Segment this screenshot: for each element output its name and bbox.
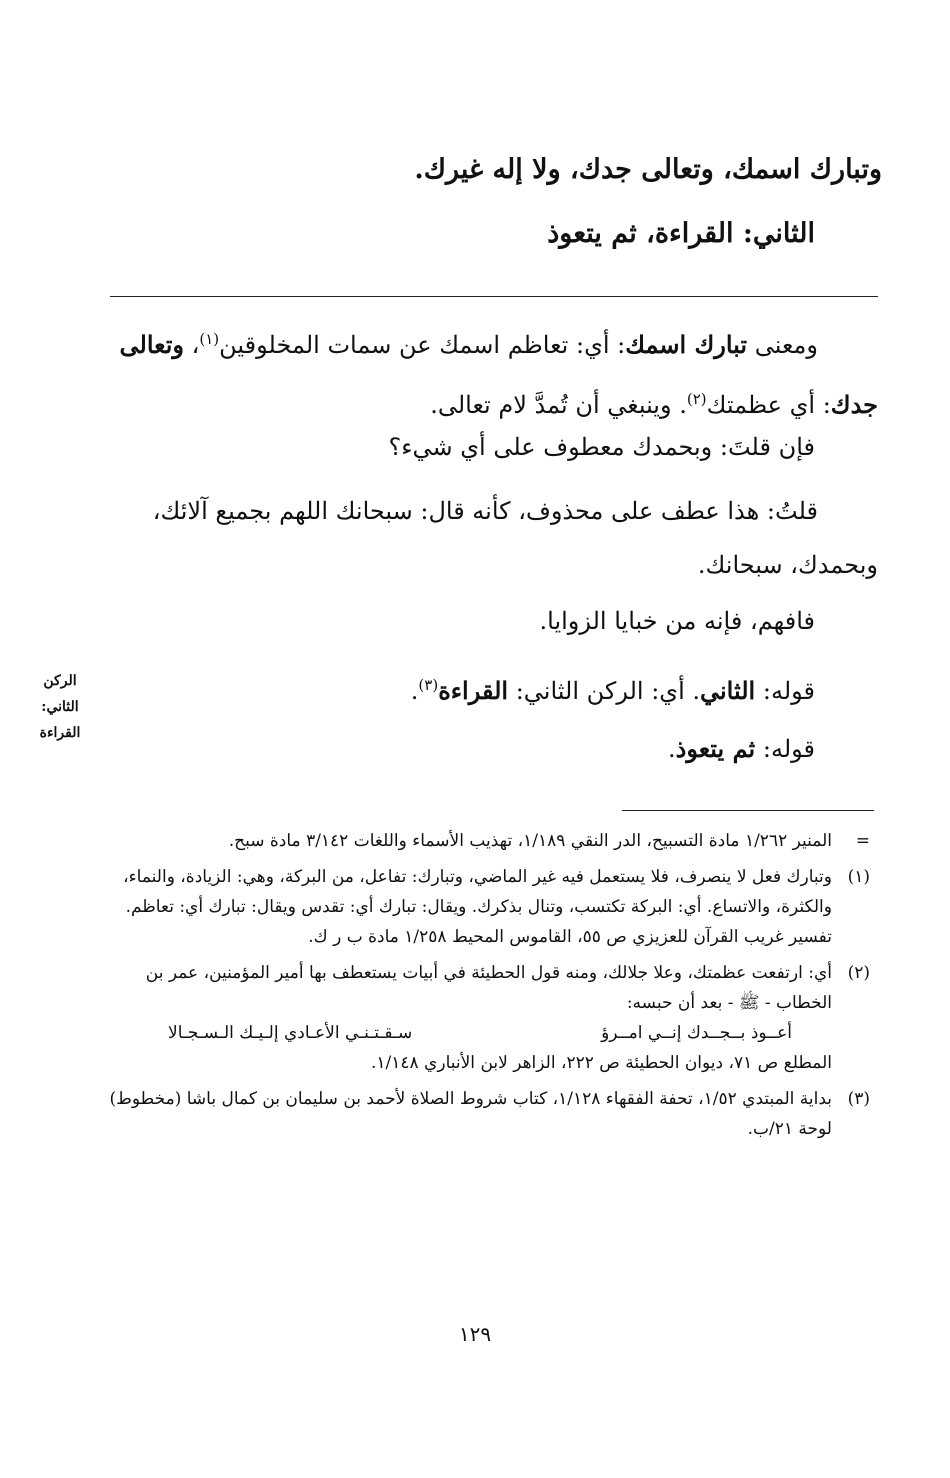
footnote-2 bbox=[108, 958, 870, 1078]
footnote-number: (٢) bbox=[847, 963, 870, 983]
footnote-ref-3[interactable]: (٣) bbox=[418, 676, 439, 694]
footnote-marker: = bbox=[855, 831, 870, 851]
footnote-text: أي: ارتفعت عظمتك، وعلا جلالك، ومنه قول الحطيئة في أبيات يستعطف بها أمير المؤمنين، عمر بن الخطاب - ﷺ - بعد أن حبسه: bbox=[145, 963, 832, 1013]
p5-term-1: الثاني bbox=[700, 676, 756, 705]
footnote-continuation bbox=[108, 826, 870, 856]
sharh-paragraph-4: فافهم، فإنه من خبايا الزوايا. bbox=[539, 607, 815, 635]
footnote-text: المنير ١/٢٦٢ مادة التسبيح، الدر النقي ١/١٨٩، تهذيب الأسماء واللغات ٣/١٤٢ مادة سبح. bbox=[228, 831, 832, 851]
p5-qawluhu: قوله: bbox=[762, 677, 815, 705]
margin-note-line-1: الركن bbox=[43, 673, 77, 689]
footnote-source: المطلع ص ٧١، ديوان الحطيئة ص ٢٢٢، الزاهر لابن الأنباري ١/١٤٨. bbox=[370, 1053, 832, 1073]
poem-hemistich-right: أعــوذ بــجــدك إنــي امــرؤ bbox=[601, 1023, 792, 1043]
matn-separator bbox=[110, 296, 878, 297]
p6-qawluhu: قوله: bbox=[762, 735, 815, 763]
matn-line-1: وتبارك اسمك، وتعالى جدك، ولا إله غيرك. bbox=[414, 154, 882, 185]
sharh-paragraph-1 bbox=[110, 312, 878, 432]
poem-hemistich-left: سـقـتـنـي الأعـادي إلـيـك الـسـجـالا bbox=[168, 1023, 413, 1043]
page-number: ١٢٩ bbox=[458, 1322, 492, 1346]
p6-end: . bbox=[667, 735, 676, 763]
footnote-text: وتبارك فعل لا ينصرف، فلا يستعمل فيه غير الماضي، وتبارك: تفاعل، من البركة، وهي: الزيادة، والنماء، والكثرة، والاتساع. أي: البركة تكتسب، وتنال بذكرك. ويقال: تبارك أي: تقدس ويقال: تبارك أي: تعاظم. bbox=[123, 867, 832, 917]
footnote-ref-2[interactable]: (٢) bbox=[686, 390, 707, 408]
matn-line-2: الثاني: القراءة، ثم يتعوذ bbox=[547, 218, 815, 249]
margin-note-line-2: الثاني: bbox=[41, 699, 79, 715]
p6-term: ثم يتعوذ bbox=[675, 734, 756, 763]
sharh-paragraph-3: قلتُ: هذا عطف على محذوف، كأنه قال: سبحانك اللهم بجميع آلائك، وبحمدك، سبحانك. bbox=[152, 497, 878, 579]
footnote-1 bbox=[108, 862, 870, 952]
p1-gloss-2: : أي عظمتك bbox=[706, 391, 831, 419]
p5-term-2: القراءة bbox=[438, 676, 509, 705]
sharh-paragraph-2: فإن قلتَ: وبحمدك معطوف على أي شيء؟ bbox=[388, 433, 815, 461]
footnotes bbox=[108, 826, 870, 1144]
p1-term-2: وتعالى جدك bbox=[119, 330, 878, 419]
footnote-number: (١) bbox=[847, 867, 870, 887]
footnote-separator bbox=[622, 810, 874, 811]
p5-gloss: . أي: الركن الثاني: bbox=[515, 677, 700, 705]
p5-end: . bbox=[410, 677, 419, 705]
p1-term-1: تبارك اسمك bbox=[625, 330, 748, 359]
p1-comma: ، bbox=[191, 331, 200, 359]
margin-note-line-3: القراءة bbox=[39, 725, 81, 741]
margin-note bbox=[20, 668, 100, 746]
footnote-text: بداية المبتدي ١/٥٢، تحفة الفقهاء ١/١٢٨، كتاب شروط الصلاة لأحمد بن سليمان بن كمال باشا (مخطوط) لوحة ٢١/ب. bbox=[109, 1089, 832, 1139]
sharh-paragraph-6 bbox=[110, 722, 815, 776]
footnote-ref-1[interactable]: (١) bbox=[199, 330, 220, 348]
poem-verse bbox=[108, 1018, 832, 1048]
p1-intro: ومعنى bbox=[754, 331, 818, 359]
footnote-number: (٣) bbox=[847, 1089, 870, 1109]
sharh-paragraph-5 bbox=[110, 658, 815, 718]
footnote-source: تفسير غريب القرآن للعزيزي ص ٥٥، القاموس المحيط ١/٢٥٨ مادة ب ر ك. bbox=[308, 927, 832, 947]
footnote-3 bbox=[108, 1084, 870, 1144]
p1-gloss-1: : أي: تعاظم اسمك عن سمات المخلوقين bbox=[219, 331, 626, 359]
p1-gloss-3: . وينبغي أن تُمدَّ لام تعالى. bbox=[430, 391, 687, 419]
